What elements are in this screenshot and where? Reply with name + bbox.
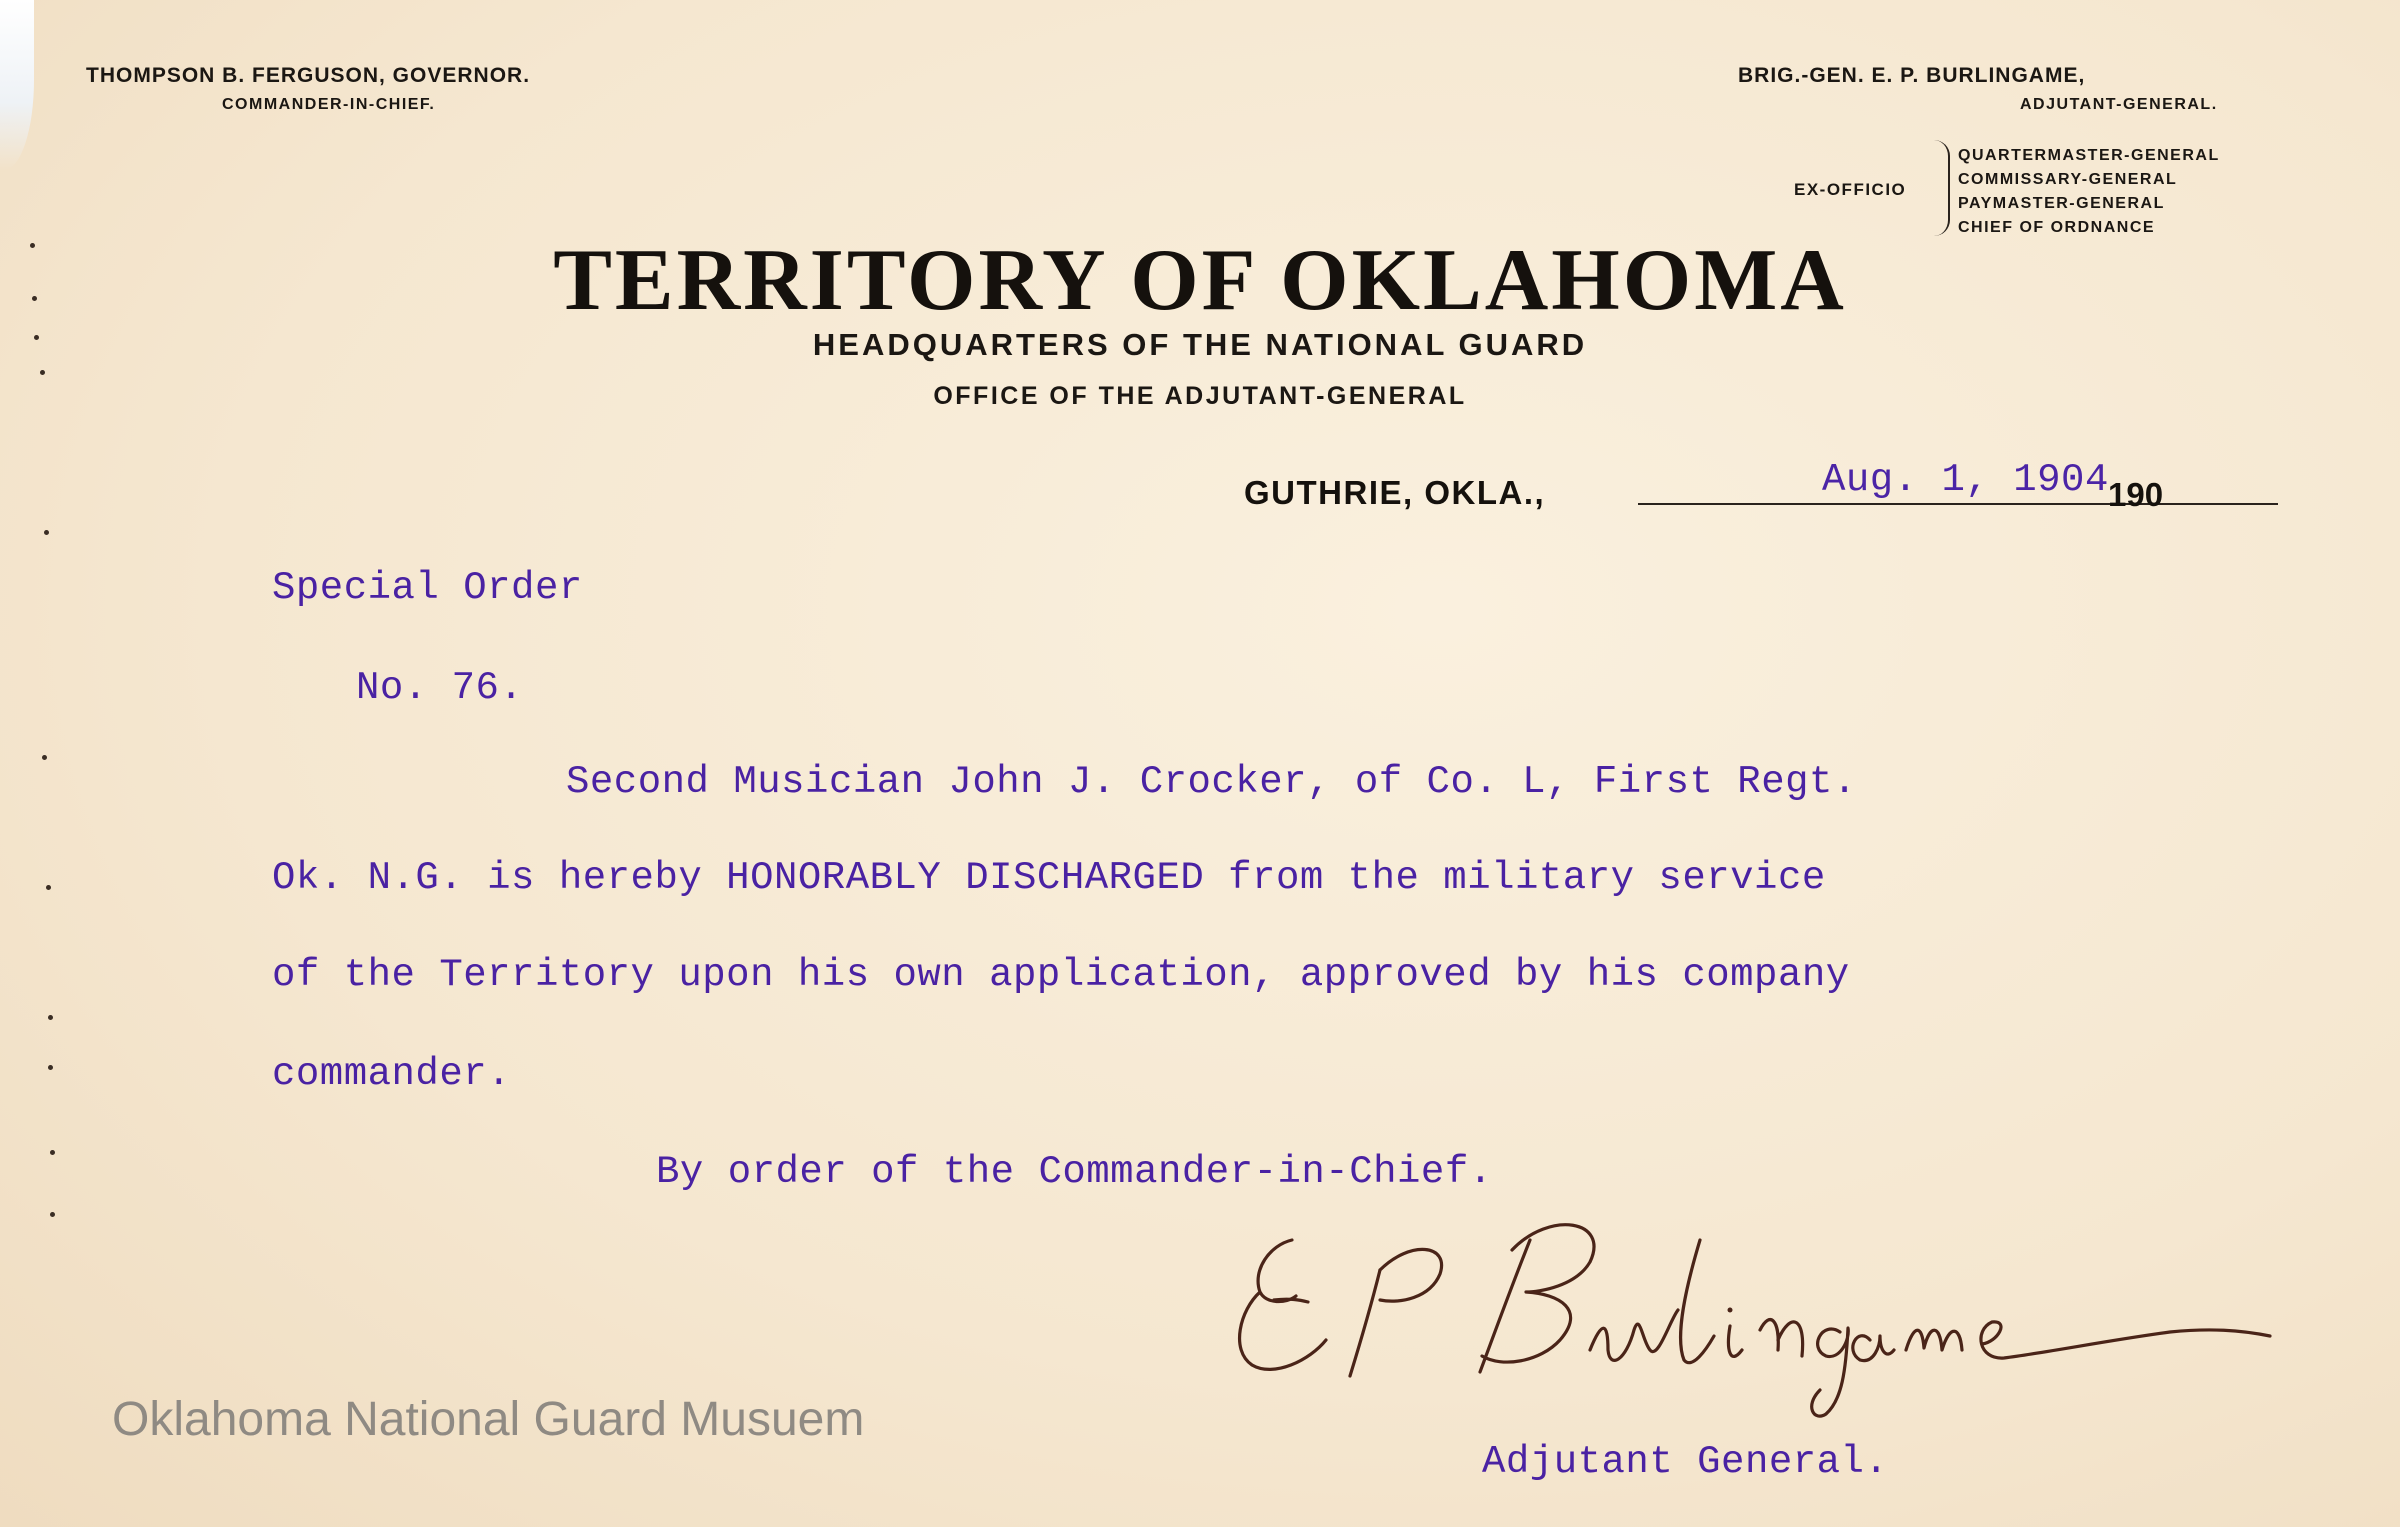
torn-corner <box>0 0 34 170</box>
place-name: GUTHRIE, OKLA., <box>1244 474 1546 511</box>
order-heading: Special Order <box>272 566 583 610</box>
closing-line: By order of the Commander-in-Chief. <box>656 1150 1493 1194</box>
body-line: Second Musician John J. Crocker, of Co. L, First Regt. <box>566 760 1857 804</box>
binder-hole <box>50 1150 55 1155</box>
printed-year: 190 <box>2108 476 2164 513</box>
date-rule <box>1638 503 2278 505</box>
ex-officio-role: COMMISSARY-GENERAL <box>1958 171 2178 188</box>
general-title: ADJUTANT-GENERAL. <box>2020 96 2218 113</box>
body-line: commander. <box>272 1052 512 1096</box>
letterhead-office: OFFICE OF THE ADJUTANT-GENERAL <box>933 382 1467 410</box>
ex-officio-label: EX-OFFICIO <box>1794 180 1907 199</box>
letterhead-subtitle: HEADQUARTERS OF THE NATIONAL GUARD <box>812 327 1588 362</box>
ex-officio-role: CHIEF OF ORDNANCE <box>1958 219 2156 236</box>
general-name: BRIG.-GEN. E. P. BURLINGAME, <box>1738 64 2086 87</box>
ex-officio-role: QUARTERMASTER-GENERAL <box>1958 147 2220 164</box>
governor-title: COMMANDER-IN-CHIEF. <box>222 96 436 113</box>
body-line: Ok. N.G. is hereby HONORABLY DISCHARGED from the military service <box>272 856 1826 900</box>
museum-watermark: Oklahoma National Guard Musuem <box>112 1393 865 1446</box>
binder-hole <box>48 1065 53 1070</box>
binder-hole <box>40 370 45 375</box>
brace-icon <box>1934 140 1950 236</box>
order-number: No. 76. <box>356 666 524 710</box>
letter-date: Aug. 1, 1904 <box>1822 458 2109 502</box>
letterhead-title: TERRITORY OF OKLAHOMA <box>553 232 1847 329</box>
ex-officio-roles <box>1958 144 2220 240</box>
governor-name: THOMPSON B. FERGUSON, GOVERNOR. <box>86 64 531 87</box>
binder-hole <box>48 1015 53 1020</box>
body-line: of the Territory upon his own application, approved by his company <box>272 953 1850 997</box>
binder-hole <box>46 885 51 890</box>
binder-hole <box>42 755 47 760</box>
binder-hole <box>44 530 49 535</box>
ex-officio-role: PAYMASTER-GENERAL <box>1958 195 2165 212</box>
signature <box>1230 1200 2290 1420</box>
signer-title: Adjutant General. <box>1482 1440 1889 1484</box>
binder-hole <box>50 1212 55 1217</box>
